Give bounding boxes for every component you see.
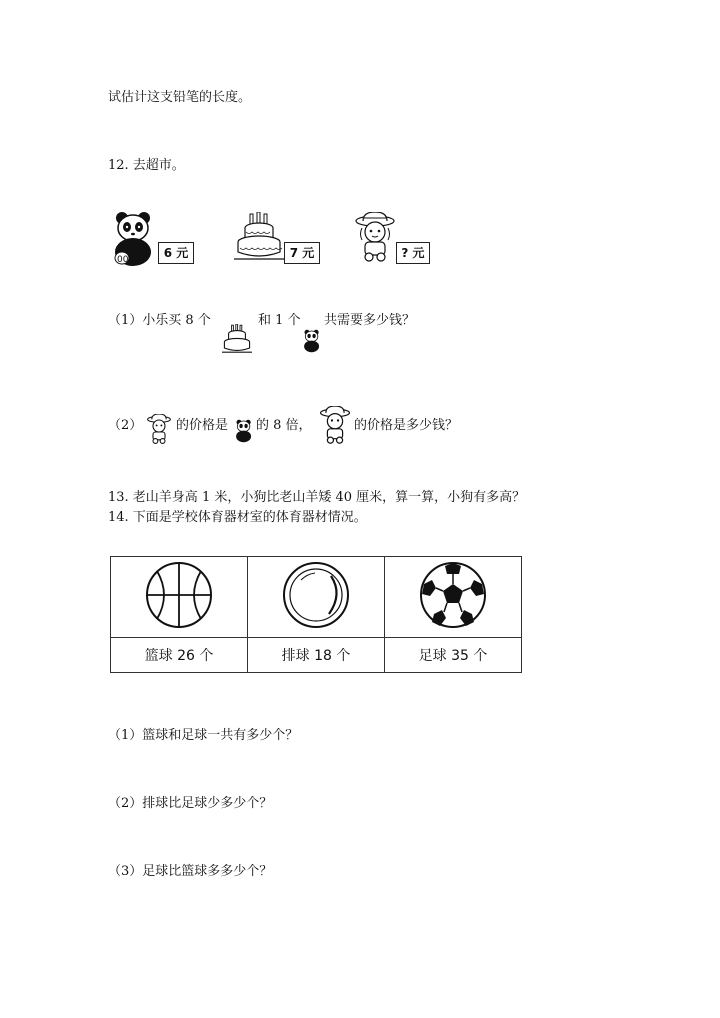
- volleyball-label: 排球 18 个: [248, 638, 385, 673]
- q14-title: 14. 下面是学校体育器材室的体育器材情况。: [108, 510, 367, 525]
- panda-inline-icon: [302, 328, 322, 354]
- panda-price-tag: 6 元: [158, 242, 194, 264]
- q13-text: 13. 老山羊身高 1 米，小狗比老山羊矮 40 厘米，算一算，小狗有多高？: [108, 490, 526, 505]
- cake-image: [234, 212, 284, 262]
- q14-sub3: （3）足球比篮球多多少个？: [108, 864, 273, 879]
- q12-sub2-text-c: 的 8 倍，: [256, 418, 312, 433]
- cake-inline-icon: [222, 324, 252, 354]
- doll-inline-icon: [146, 414, 172, 444]
- volleyball-cell: [248, 557, 385, 638]
- football-image: [418, 560, 488, 630]
- q12-sub2-text-b: 的价格是: [176, 418, 229, 433]
- volleyball-image: [281, 560, 351, 630]
- q12-title: 12. 去超市。: [108, 158, 185, 173]
- doll-image: [354, 212, 396, 262]
- intro-text: 试估计这支铅笔的长度。: [108, 90, 252, 105]
- q12-sub1-text-b: 和 1 个: [258, 313, 301, 328]
- doll-price-tag: ? 元: [396, 242, 430, 264]
- equipment-image-row: [111, 557, 522, 638]
- basketball-image: [144, 560, 214, 630]
- q12-sub2-text-d: 的价格是多少钱？: [354, 418, 459, 433]
- equipment-table: [110, 556, 522, 673]
- basketball-label: 篮球 26 个: [111, 638, 248, 673]
- q12-sub2-text-a: （2）: [108, 418, 143, 433]
- panda-inline-icon-2: [234, 418, 254, 444]
- q14-sub1: （1）篮球和足球一共有多少个？: [108, 728, 299, 743]
- svg-text:00: 00: [117, 255, 129, 265]
- doll-inline-icon-2: [318, 406, 352, 444]
- basketball-cell: [111, 557, 248, 638]
- cake-price-tag: 7 元: [284, 242, 320, 264]
- q12-sub1-text-c: 共需要多少钱？: [324, 313, 416, 328]
- football-cell: [385, 557, 522, 638]
- panda-image: [110, 210, 158, 268]
- q14-sub2: （2）排球比足球少多少个？: [108, 796, 273, 811]
- equipment-label-row: [111, 638, 522, 673]
- football-label: 足球 35 个: [385, 638, 522, 673]
- q12-sub1-text-a: （1）小乐买 8 个: [108, 313, 211, 328]
